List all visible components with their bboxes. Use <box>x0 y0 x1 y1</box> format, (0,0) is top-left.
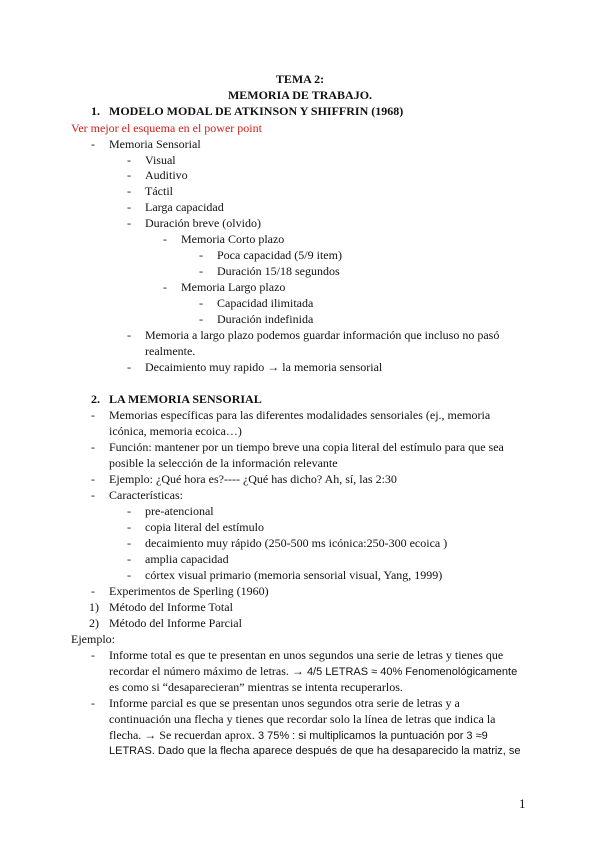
text-run: recordar el número máximo de letras. → <box>109 664 307 678</box>
paragraph-line <box>109 664 517 680</box>
bullet-dash: - <box>91 472 95 486</box>
list-item: Función: mantener por un tiempo breve una copia literal del estímulo para que sea <box>109 440 504 454</box>
ordered-number: 1) <box>89 600 99 614</box>
bullet-dash: - <box>91 696 95 710</box>
list-item: Decaimiento muy rapido → la memoria sensorial <box>145 360 383 374</box>
paragraph-line: Informe parcial es que se presentan unos segundos otra serie de letras y a <box>109 696 460 710</box>
ordered-number: 2) <box>89 616 99 630</box>
example-label: Ejemplo: <box>71 632 115 646</box>
list-item: amplia capacidad <box>145 552 229 566</box>
bullet-dash: - <box>127 552 131 566</box>
bullet-dash: - <box>127 216 131 230</box>
list-item: Experimentos de Sperling (1960) <box>109 584 269 598</box>
bullet-dash: - <box>127 200 131 214</box>
text-run: flecha. → Se recuerdan aprox. <box>109 728 258 742</box>
bullet-dash: - <box>91 408 95 422</box>
bullet-dash: - <box>199 296 203 310</box>
list-item: córtex visual primario (memoria sensorial visual, Yang, 1999) <box>145 568 443 582</box>
list-item-continuation: posible la selección de la información relevante <box>109 456 338 470</box>
list-item: Características: <box>109 488 183 502</box>
section2-number: 2. <box>91 392 100 406</box>
list-item: copia literal del estímulo <box>145 520 264 534</box>
list-item: Poca capacidad (5/9 item) <box>217 248 342 262</box>
section1-heading: MODELO MODAL DE ATKINSON Y SHIFFRIN (1968) <box>109 104 404 118</box>
list-item: Método del Informe Total <box>109 600 233 614</box>
bullet-dash: - <box>127 568 131 582</box>
list-item: Duración 15/18 segundos <box>217 264 340 278</box>
paragraph-line: Informe total es que te presentan en unos segundos una serie de letras y tienes que <box>109 648 504 662</box>
bullet-dash: - <box>127 536 131 550</box>
list-item: Memoria Sensorial <box>109 137 201 151</box>
bullet-dash: - <box>91 440 95 454</box>
bullet-dash: - <box>127 360 131 374</box>
list-item: Duración indefinida <box>217 312 314 326</box>
list-item: decaimiento muy rápido (250-500 ms icónica:250-300 ecoica ) <box>145 536 448 550</box>
list-item-continuation: realmente. <box>145 344 196 358</box>
list-item: Método del Informe Parcial <box>109 616 242 630</box>
letters-result: 3 75% : si multiplicamos la puntuación por 3 ≈9 <box>257 730 488 742</box>
paragraph-line: es como si “desaparecieran” mientras se intenta recuperarlos. <box>109 680 403 694</box>
list-item: Ejemplo: ¿Qué hora es?---- ¿Qué has dicho? Ah, sí, las 2:30 <box>109 472 397 486</box>
bullet-dash: - <box>199 248 203 262</box>
letters-result: 4/5 LETRAS ≈ 40% Fenomenológicamente <box>306 666 518 678</box>
bullet-dash: - <box>163 280 167 294</box>
bullet-dash: - <box>163 232 167 246</box>
list-item: Larga capacidad <box>145 200 224 214</box>
doc-title-line2: MEMORIA DE TRABAJO. <box>227 88 373 102</box>
list-item-continuation: icónica, memoria ecoica…) <box>109 424 242 438</box>
bullet-dash: - <box>127 504 131 518</box>
bullet-dash: - <box>127 520 131 534</box>
powerpoint-note: Ver mejor el esquema en el power point <box>71 121 262 135</box>
paragraph-line <box>109 728 488 744</box>
bullet-dash: - <box>199 312 203 326</box>
bullet-dash: - <box>127 328 131 342</box>
section2-heading: LA MEMORIA SENSORIAL <box>109 392 262 406</box>
list-item: pre-atencional <box>145 504 214 518</box>
bullet-dash: - <box>91 137 95 151</box>
list-item: Memorias específicas para las diferentes modalidades sensoriales (ej., memoria <box>109 408 491 422</box>
doc-title-line1: TEMA 2: <box>275 72 325 86</box>
bullet-dash: - <box>91 488 95 502</box>
bullet-dash: - <box>127 168 131 182</box>
list-item: Visual <box>145 153 176 167</box>
bullet-dash: - <box>127 153 131 167</box>
list-item: Memoria Largo plazo <box>181 280 286 294</box>
bullet-dash: - <box>91 648 95 662</box>
list-item: Duración breve (olvido) <box>145 216 261 230</box>
paragraph-line: LETRAS. Dado que la flecha aparece después de que ha desaparecido la matriz, se <box>109 745 521 757</box>
bullet-dash: - <box>199 264 203 278</box>
paragraph-line: continuación una flecha y tienes que recordar solo la línea de letras que indica la <box>109 712 496 726</box>
list-item: Memoria Corto plazo <box>181 232 285 246</box>
page-number: 1 <box>519 796 526 811</box>
list-item: Auditivo <box>145 168 188 182</box>
section1-number: 1. <box>91 104 100 118</box>
list-item: Memoria a largo plazo podemos guardar información que incluso no pasó <box>145 328 500 342</box>
bullet-dash: - <box>91 584 95 598</box>
list-item: Táctil <box>145 184 173 198</box>
bullet-dash: - <box>127 184 131 198</box>
list-item: Capacidad ilimitada <box>217 296 314 310</box>
